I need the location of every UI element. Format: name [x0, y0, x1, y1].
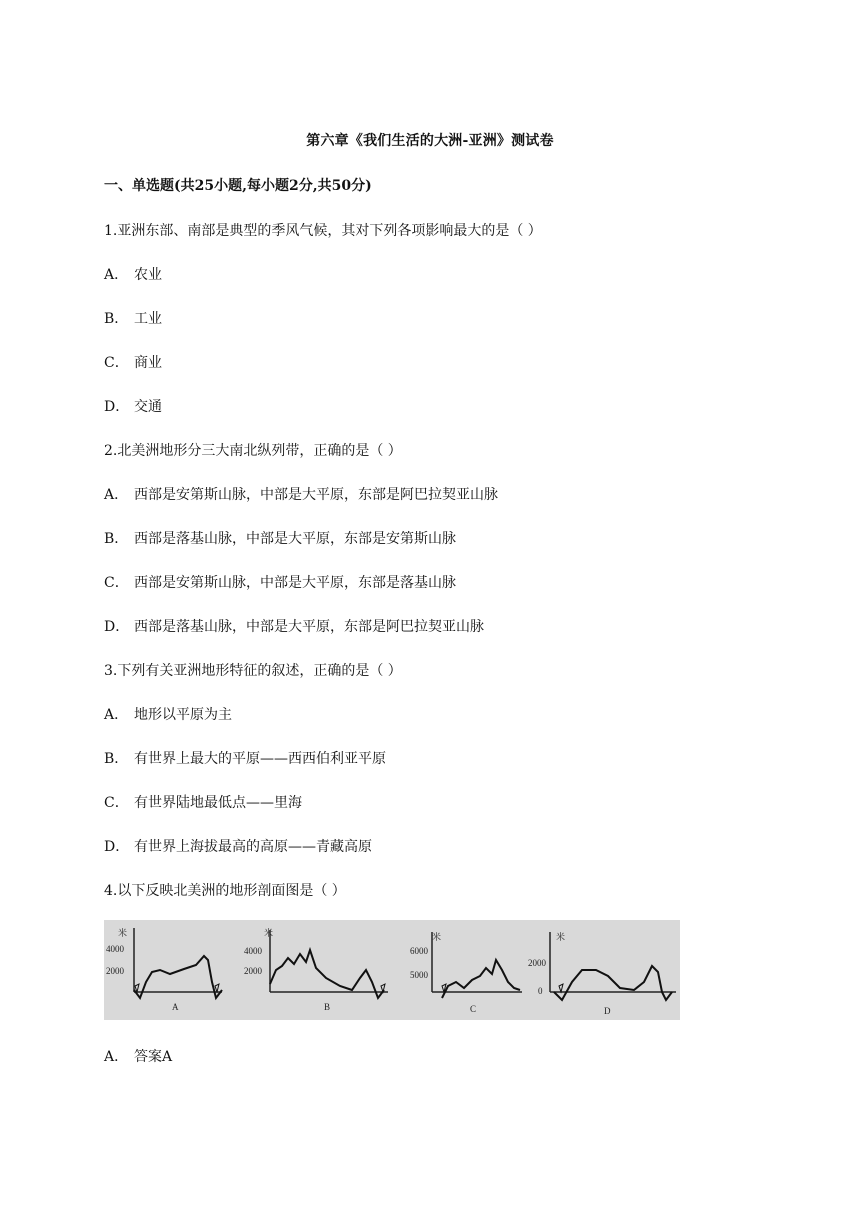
- panel-a-tick-1: 4000: [106, 944, 124, 954]
- panel-a-tick-2: 2000: [106, 966, 124, 976]
- panel-d-tick-1: 2000: [528, 958, 546, 968]
- panel-b-label: B: [324, 1002, 331, 1012]
- panel-d-label: D: [604, 1006, 611, 1016]
- option-2b: B． 西部是落基山脉，中部是大平原，东部是安第斯山脉: [104, 531, 456, 547]
- question-3-stem: 3.下列有关亚洲地形特征的叙述，正确的是（ ）: [104, 663, 402, 679]
- option-1a: A． 农业: [104, 267, 162, 283]
- option-2a: A． 西部是安第斯山脉，中部是大平原，东部是阿巴拉契亚山脉: [104, 487, 498, 503]
- panel-b-tick-2: 2000: [244, 966, 262, 976]
- option-1b: B． 工业: [104, 311, 162, 327]
- option-1d: D． 交通: [104, 399, 162, 415]
- panel-b-tick-1: 4000: [244, 946, 262, 956]
- question-4-stem: 4.以下反映北美洲的地形剖面图是（ ）: [104, 883, 346, 899]
- option-2c: C． 西部是安第斯山脉，中部是大平原，东部是落基山脉: [104, 575, 456, 591]
- panel-b-unit: 米: [264, 928, 274, 938]
- profile-panel-d: [528, 931, 676, 1016]
- panel-a-unit: 米: [118, 928, 128, 938]
- profile-panel-a: [106, 927, 222, 1012]
- panel-d-tick-2: 0: [538, 986, 543, 996]
- option-1c: C． 商业: [104, 355, 162, 371]
- question-1-stem: 1.亚洲东部、南部是典型的季风气候，其对下列各项影响最大的是（ ）: [104, 223, 542, 239]
- panel-c-label: C: [470, 1004, 477, 1014]
- terrain-profile-figure: [104, 920, 680, 1020]
- panel-c-unit: 米: [432, 932, 442, 942]
- panel-c-tick-1: 6000: [410, 946, 428, 956]
- option-3d: D． 有世界上海拔最高的高原——青藏高原: [104, 839, 372, 855]
- question-2-stem: 2.北美洲地形分三大南北纵列带，正确的是（ ）: [104, 443, 402, 459]
- section-heading: 一、单选题(共25小题,每小题2分,共50分): [104, 178, 372, 194]
- panel-d-unit: 米: [556, 932, 566, 942]
- option-3c: C． 有世界陆地最低点——里海: [104, 795, 302, 811]
- page-title: 第六章《我们生活的大洲-亚洲》测试卷: [306, 133, 554, 149]
- option-3b: B． 有世界上最大的平原——西西伯利亚平原: [104, 751, 386, 767]
- profile-panel-c: [410, 931, 522, 1014]
- option-2d: D． 西部是落基山脉，中部是大平原，东部是阿巴拉契亚山脉: [104, 619, 484, 635]
- panel-c-tick-2: 5000: [410, 970, 428, 980]
- profile-panel-b: [244, 927, 388, 1012]
- panel-a-label: A: [172, 1002, 179, 1012]
- option-4a: A． 答案A: [104, 1049, 173, 1065]
- option-3a: A． 地形以平原为主: [104, 707, 232, 723]
